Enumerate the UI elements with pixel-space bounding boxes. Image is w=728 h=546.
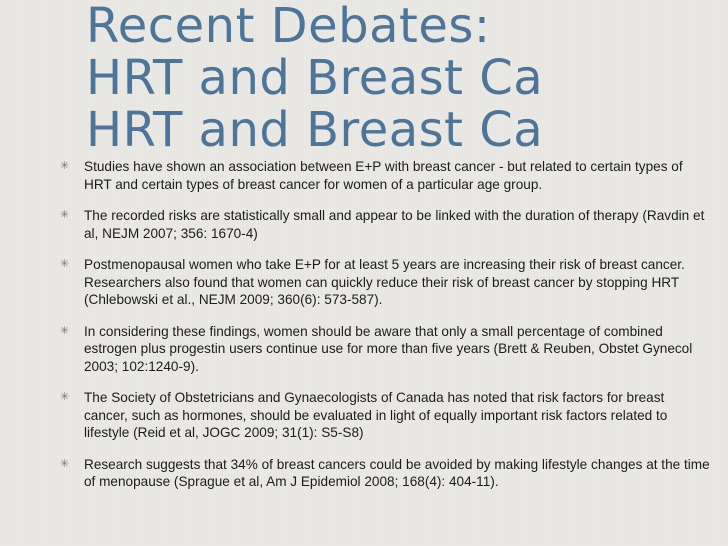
asterisk-bullet-icon: ✳ — [60, 209, 70, 221]
bullet-item — [60, 207, 710, 242]
bullet-text: The Society of Obstetricians and Gynaecologists of Canada has noted that risk factors for breast cancer, such as hormones, should be evaluated in light of equally important risk factors related to lifestyle (Reid et al, JOGC 2009; 31(1): S5-S8) — [84, 390, 668, 440]
bullet-item — [60, 456, 710, 491]
asterisk-bullet-icon: ✳ — [60, 160, 70, 172]
bullet-text: In considering these findings, women should be aware that only a small percentage of combined estrogen plus progestin users continue use for more than five years (Brett & Reuben, Obstet Gynecol 2003; 102:1240-9). — [84, 323, 693, 374]
asterisk-bullet-icon: ✳ — [60, 324, 70, 337]
bullet-item — [60, 323, 710, 376]
bullet-text: The recorded risks are statistically small and appear to be linked with the duration of therapy (Ravdin et al, NEJM 2007; 356: 1670-4) — [84, 208, 705, 241]
title-line-3: HRT and Breast Ca — [86, 102, 544, 158]
asterisk-bullet-icon: ✳ — [60, 391, 70, 403]
title-line-2: HRT and Breast Ca — [86, 50, 544, 106]
bullet-text: Studies have shown an association between E+P with breast cancer - but related to certain types of HRT and certain types of breast cancer for women of a particular age group. — [84, 159, 683, 192]
bullet-item — [60, 389, 710, 442]
asterisk-bullet-icon: ✳ — [60, 258, 70, 270]
bullet-list — [60, 158, 710, 505]
slide-title — [86, 0, 543, 156]
bullet-text: Postmenopausal women who take E+P for at least 5 years are increasing their risk of breast cancer. Researchers also found that women can quickly reduce their risk of breast cancer by stopping HRT (Chlebowski et al., NEJM 2009; 360(6): 573-587). — [84, 257, 685, 307]
bullet-item — [60, 158, 710, 193]
asterisk-bullet-icon: ✳ — [60, 457, 70, 470]
title-line-1: Recent Debates: — [86, 0, 491, 54]
bullet-text: Research suggests that 34% of breast cancers could be avoided by making lifestyle changes at the time of menopause (Sprague et al, Am J Epidemiol 2008; 168(4): 404-11). — [84, 456, 710, 489]
bullet-item — [60, 256, 710, 309]
